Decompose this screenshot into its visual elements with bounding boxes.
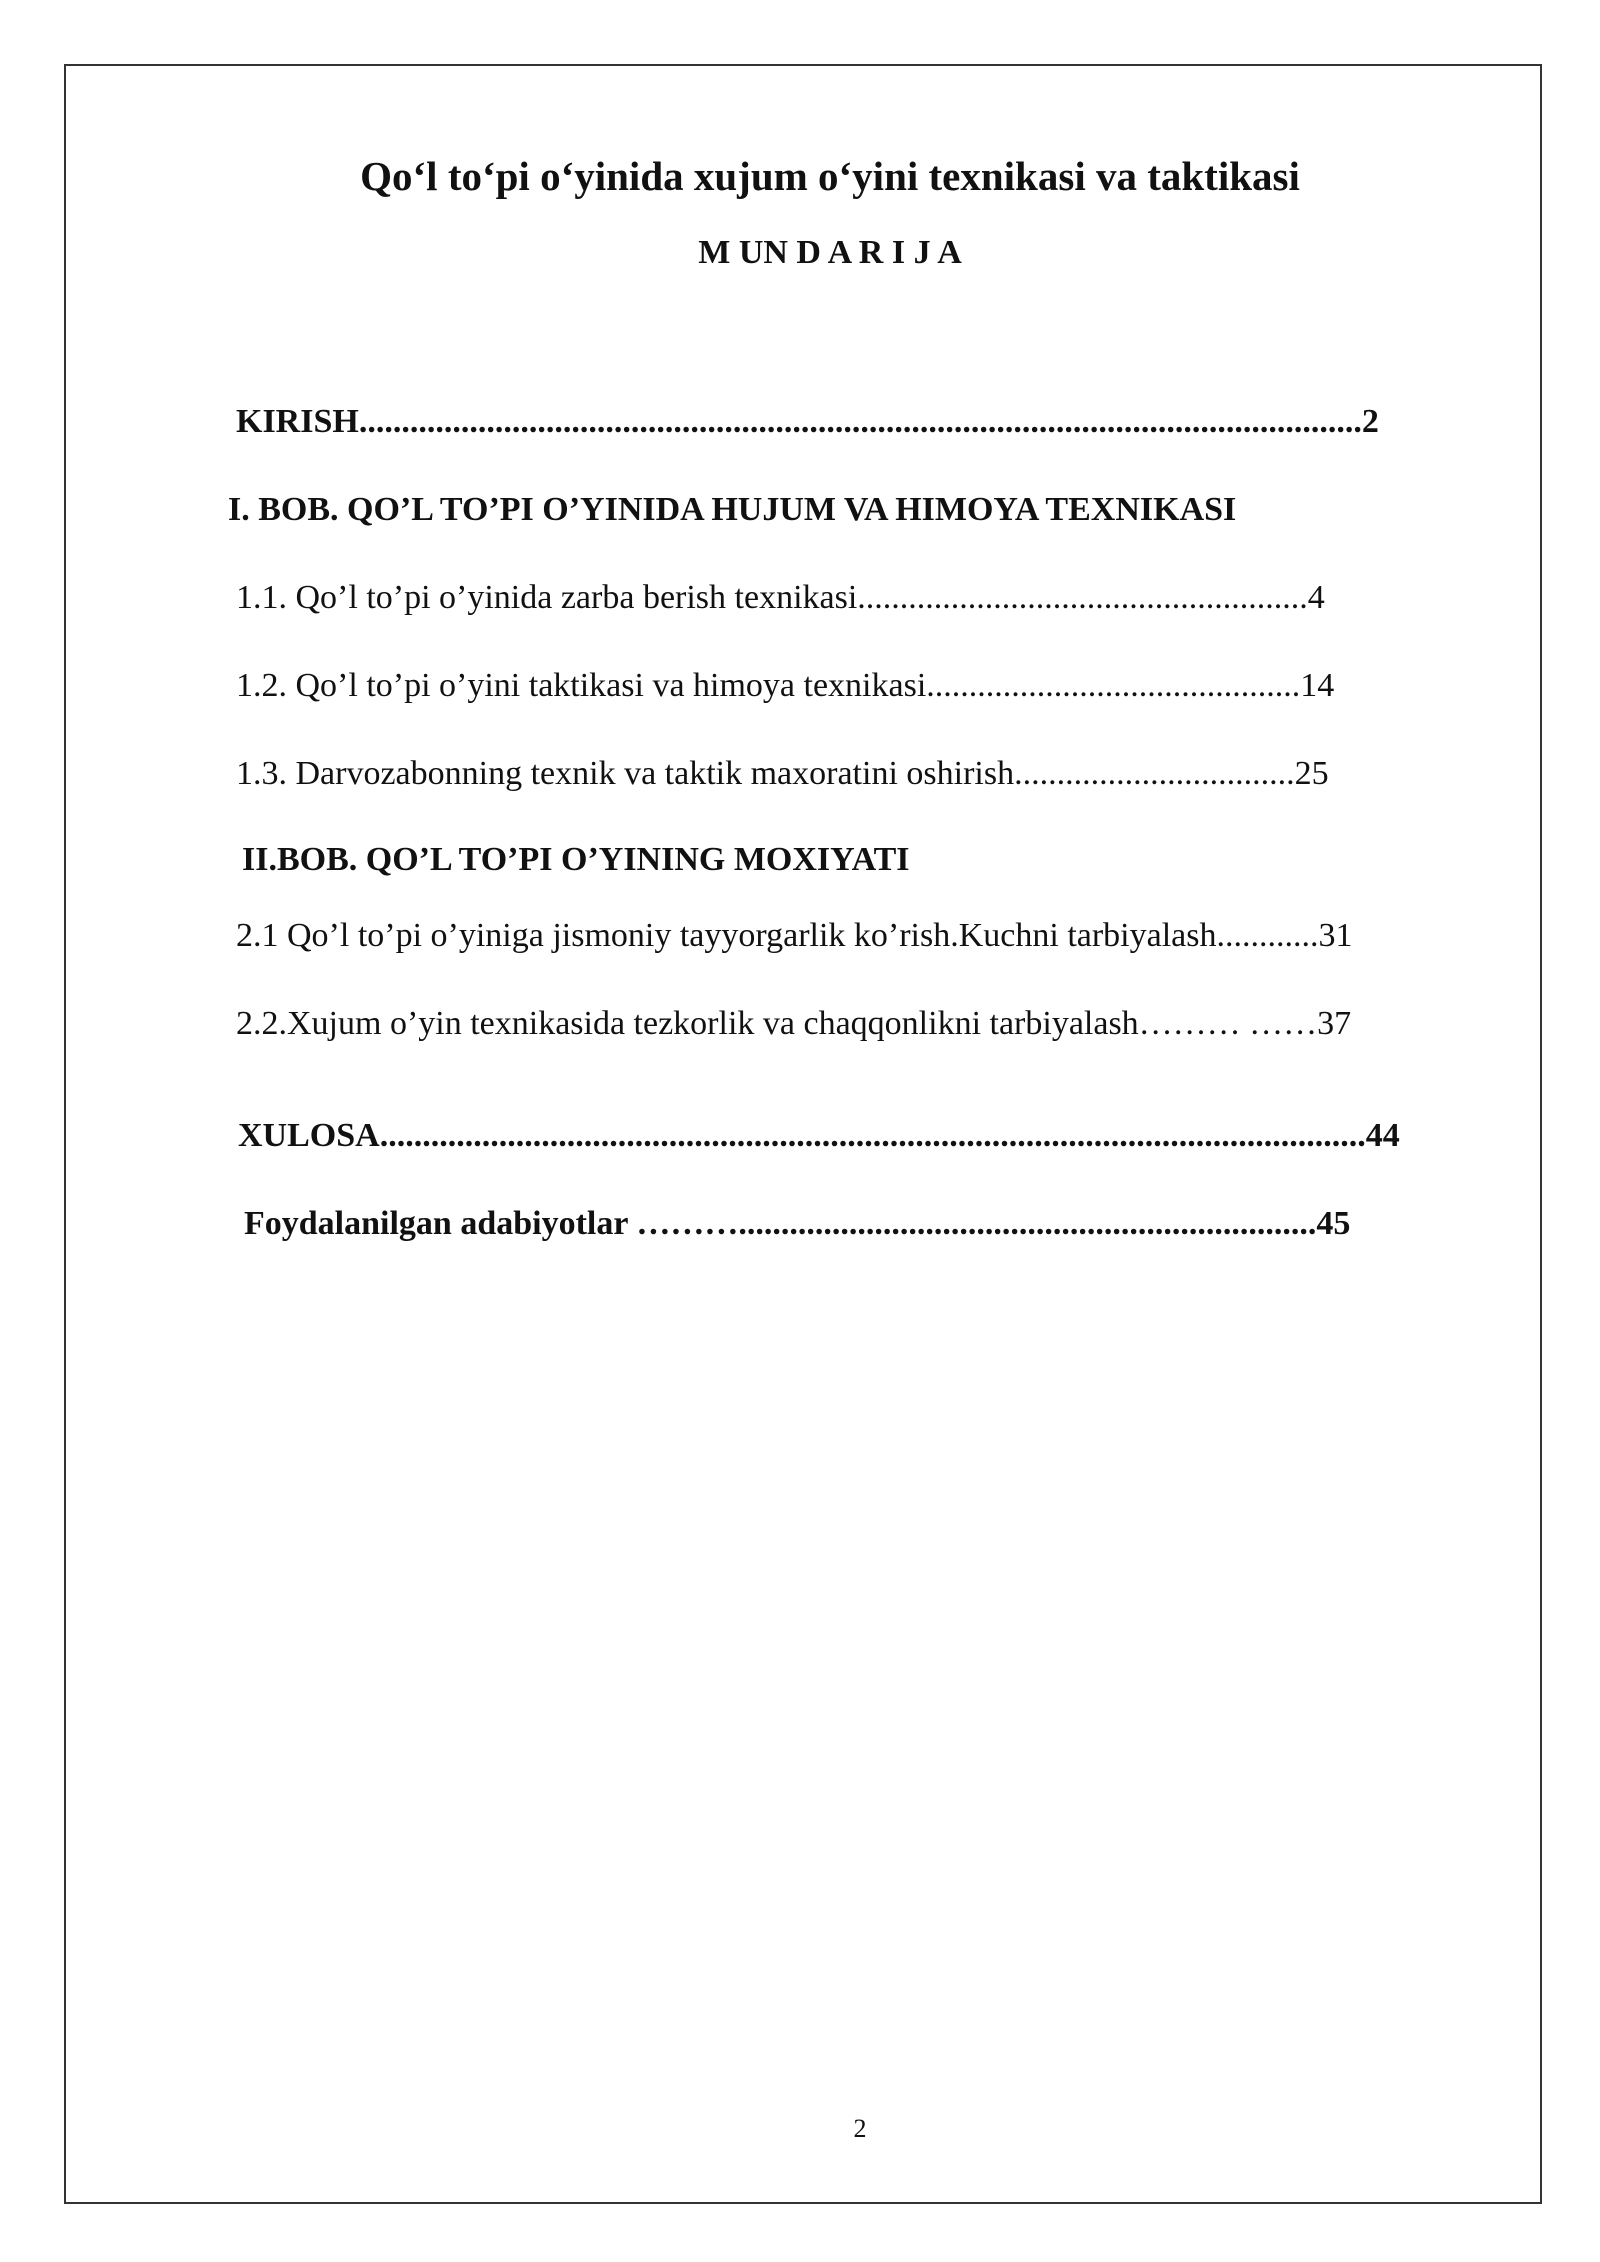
table-of-contents-heading: M UN D A R I J A [698, 234, 962, 271]
document-title: Qo‘l to‘pi o‘yinida xujum o‘yini texnikasi va taktikasi [360, 153, 1300, 199]
toc-entry-1-3[interactable]: 1.3. Darvozabonning texnik va taktik maxoratini oshirish.................................25 [236, 755, 1329, 792]
toc-entry-2-2[interactable]: 2.2.Xujum o’yin texnikasida tezkorlik va chaqqonlikni tarbiyalash……… ……37 [236, 1005, 1352, 1042]
toc-entry-1-1[interactable]: 1.1. Qo’l to’pi o’yinida zarba berish texnikasi.....................................................4 [236, 579, 1325, 616]
toc-chapter-1-heading[interactable]: I. BOB. QO’L TO’PI O’YINIDA HUJUM VA HIMOYA TEXNIKASI [228, 491, 1237, 528]
toc-chapter-2-heading[interactable]: II.BOB. QO’L TO’PI O’YINING MOXIYATI [242, 841, 910, 878]
toc-entry-references[interactable]: Foydalanilgan adabiyotlar ………....................................................................45 [244, 1205, 1351, 1242]
page-number: 2 [853, 2114, 867, 2143]
toc-entry-intro[interactable]: KIRISH......................................................................................................................2 [236, 403, 1379, 440]
toc-entry-conclusion[interactable]: XULOSA....................................................................................................................44 [238, 1117, 1400, 1154]
toc-entry-1-2[interactable]: 1.2. Qo’l to’pi o’yini taktikasi va himoya texnikasi............................................14 [236, 667, 1335, 704]
toc-entry-2-1[interactable]: 2.1 Qo’l to’pi o’yiniga jismoniy tayyorgarlik ko’rish.Kuchni tarbiyalash............31 [236, 917, 1353, 954]
